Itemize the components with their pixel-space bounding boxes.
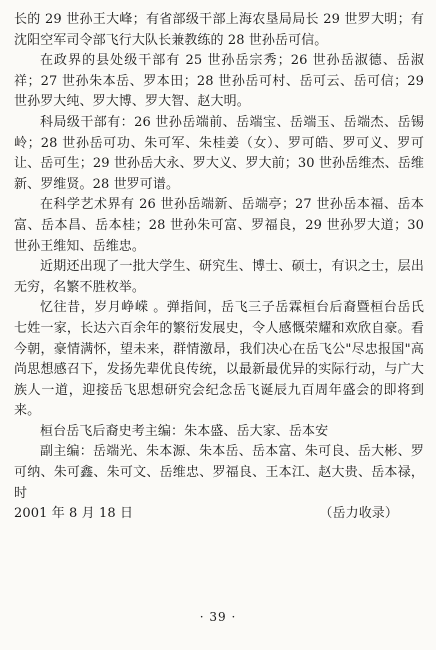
chief-editors-line: 桓台岳飞后裔史考主编：朱本盛、岳大家、岳本安 [40,423,329,439]
paragraph-students: 近期还出现了一批大学生、研究生、博士、硕士，有识之士，层出无穷，名繁不胜枚举。 [14,259,424,295]
paragraph-section-officials: 科局级干部有：26 世孙岳端前、岳端宝、岳端玉、岳端杰、岳锡岭；28 世孙岳可功、朱可军、朱桂姜（女）、罗可皓、罗可义、罗可让、岳可生；29 世孙岳大永、罗大义、罗大前；30 世孙岳维杰、岳维新、罗维贤。28 世罗可谱。 [14,114,424,192]
paragraph-science-arts: 在科学艺术界有 26 世孙岳端新、岳端亭；27 世孙岳本福、岳本富、岳本昌、岳本桂；28 世孙朱可富、罗福良，29 世孙罗大道；30 世孙王维知、岳维忠。 [14,197,424,254]
signature-collector: （岳力收录） [319,506,398,522]
paragraph-reflection: 忆往昔，岁月峥嵘 。弹指间，岳飞三子岳霖桓台后裔暨桓台岳氏七姓一家，长达六百余年的繁衍发展史，令人感慨荣耀和欢欣自豪。看今朝，豪情满怀，望未来，群情激昂，我们决心在岳飞公"尽忠报国"高尚思想感召下，发扬先辈优良传统，以最新最优异的实际行动，与广大族人一道，迎接岳飞思想研究会纪念岳飞诞辰九百周年盛会的即将到来。 [14,300,424,419]
paragraph-county-officials: 在政界的县处级干部有 25 世孙岳宗秀；26 世孙岳淑德、岳淑祥；27 世孙朱本岳、罗本田；28 世孙岳可村、岳可云、岳可信；29 世孙罗大纯、罗大博、罗大智、赵大明。 [14,53,424,110]
deputy-editors-line: 副主编：岳端光、朱本源、朱本岳、岳本富、朱可良、岳大彬、罗可纳、朱可鑫、朱可文、岳维忠、罗福良、王本江、赵大贵、岳本禄，时 [14,444,424,501]
paragraph-officials-continued: 长的 29 世孙王大峰；有省部级干部上海农垦局局长 29 世罗大明；有沈阳空军司令部飞行大队长兼教练的 28 世孙岳可信。 [14,12,424,48]
page-number: · 39 · [199,610,237,624]
signature-date: 2001 年 8 月 18 日 [14,506,134,522]
signature-row [14,504,424,525]
page-body [14,10,424,525]
